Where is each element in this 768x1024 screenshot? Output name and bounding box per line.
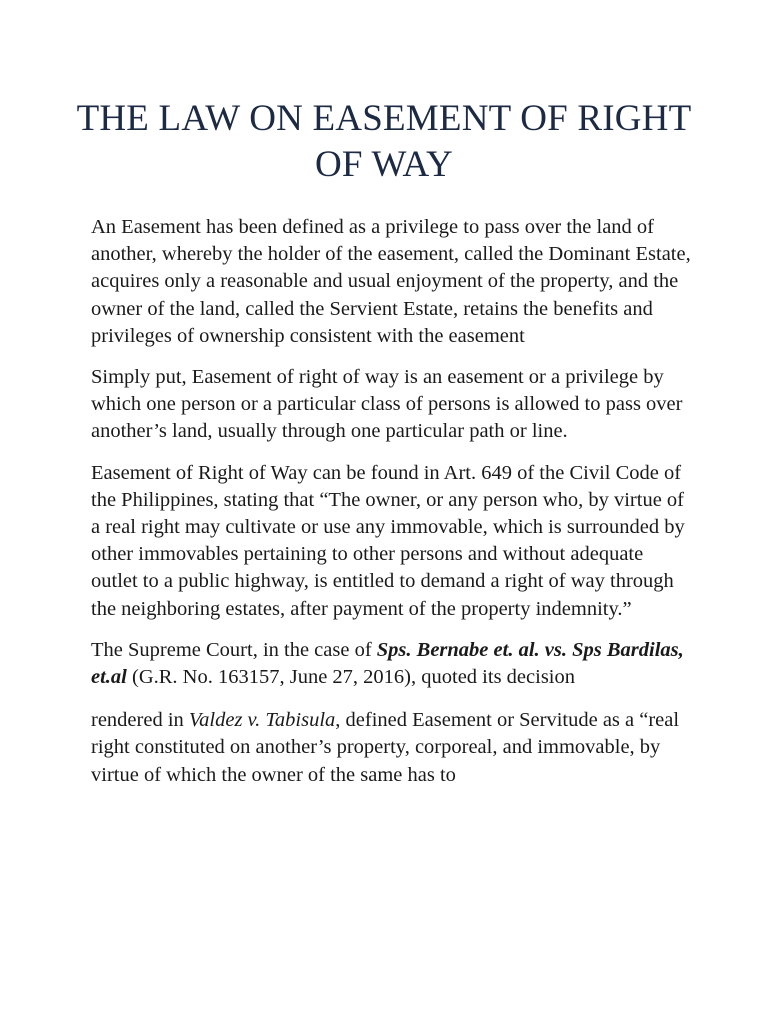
paragraph-civil-code: Easement of Right of Way can be found in Art. 649 of the Civil Code of the Philippines, stating that “The owner, or any person who, by virtue of a real right may cultivate or use any immovable, which is surrounded by other immovables pertaining to other persons and without adequate outlet to a public highway, is entitled to demand a right of way through the neighboring estates, after payment of the property indemnity.” [91,461,685,620]
case-citation: Sps. Bernabe et. al. vs. Sps Bardilas, et.al [91,638,684,689]
paragraph-valdez [91,707,691,789]
case-citation: Valdez v. Tabisula [188,709,336,732]
paragraph-text: rendered in [91,709,189,732]
paragraph-text: (G.R. No. 163157, June 27, 2016), quoted its decision [126,666,575,689]
document-body [91,214,691,803]
paragraph-supreme-court [91,637,691,691]
paragraph-definition: An Easement has been defined as a privilege to pass over the land of another, whereby the holder of the easement, called the Dominant Estate, acquires only a reasonable and usual enjoyment of the property, and the owner of the land, called the Servient Estate, retains the benefits and privileges of ownership consistent with the easement [91,216,691,347]
paragraph-text: The Supreme Court, in the case of [91,638,377,661]
document-title: THE LAW ON EASEMENT OF RIGHT OF WAY [76,98,692,185]
paragraph-simply-put: Simply put, Easement of right of way is an easement or a privilege by which one person or a particular class of persons is allowed to pass over another’s land, usually through one particular path or line. [91,366,683,443]
paragraph-text: , defined Easement or Servitude as a “real right constituted on another’s property, corporeal, and immovable, by virtue of which the owner of the same has to [91,709,680,786]
